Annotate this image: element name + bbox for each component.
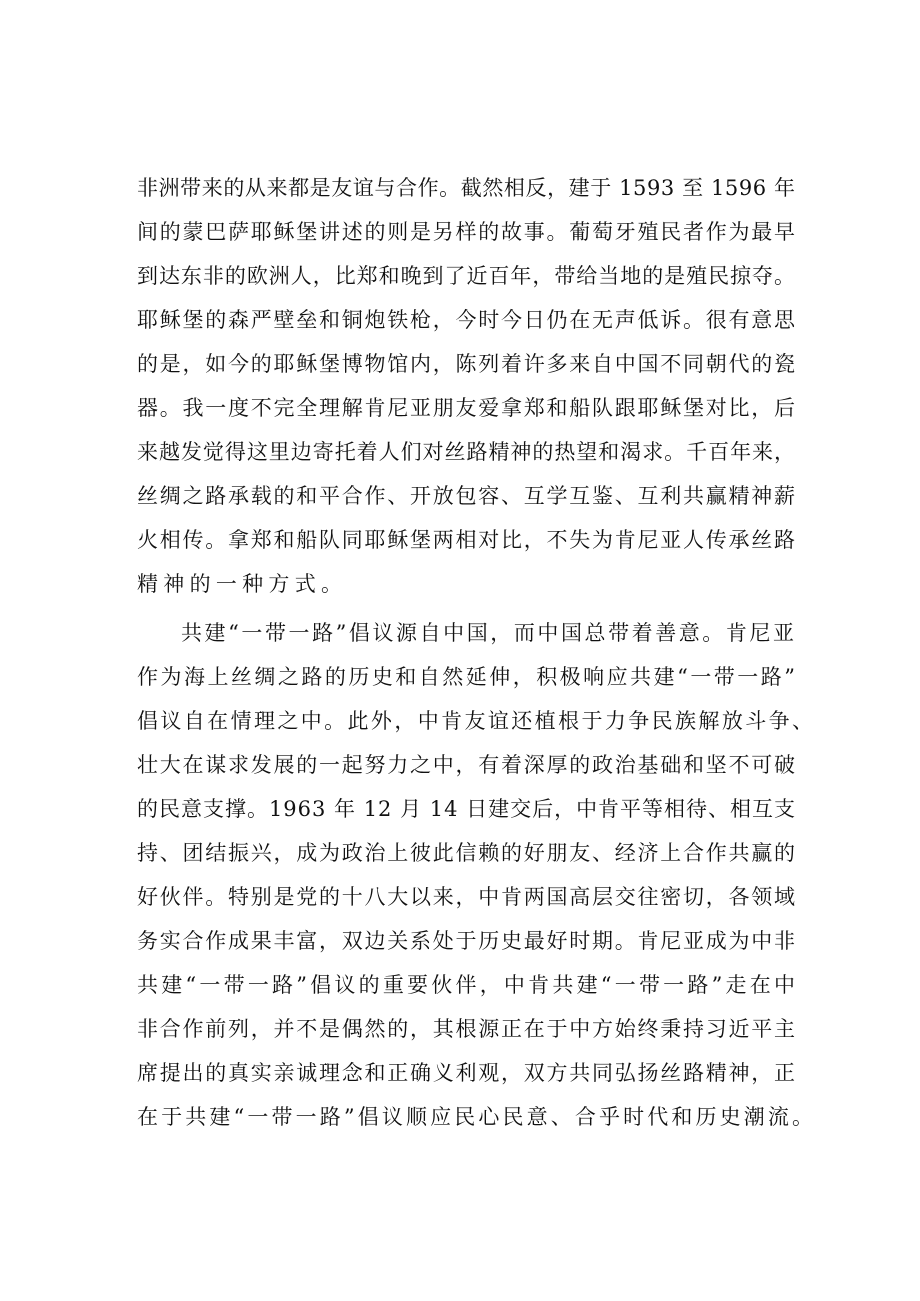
text-line: 的是，如今的耶稣堡博物馆内，陈列着许多来自中国不同朝代的瓷: [137, 352, 797, 376]
text-line: 共建“一带一路”倡议的重要伙伴，中肯共建“一带一路”走在中: [137, 973, 799, 997]
text-line: 席提出的真实亲诚理念和正确义利观，双方共同弘扬丝路精神，正: [137, 1061, 797, 1085]
text-line: 到达东非的欧洲人，比郑和晚到了近百年，带给当地的是殖民掠夺。: [137, 264, 796, 288]
text-line: 来越发觉得这里边寄托着人们对丝路精神的热望和渴求。千百年来，: [137, 440, 796, 464]
text-line: 作为海上丝绸之路的历史和自然延伸，积极响应共建“一带一路”: [137, 665, 798, 689]
text-line: 的民意支撑。1963 年 12 月 14 日建交后，中肯平等相待、相互支: [137, 797, 796, 821]
text-line: 火相传。拿郑和船队同耶稣堡两相对比，不失为肯尼亚人传承丝路: [137, 528, 797, 552]
text-line: 非合作前列，并不是偶然的，其根源正在于中方始终秉持习近平主: [137, 1017, 797, 1041]
text-line: 间的蒙巴萨耶稣堡讲述的则是另样的故事。葡萄牙殖民者作为最早: [137, 220, 797, 244]
text-line: 精神的一种方式。: [137, 572, 348, 596]
text-line: 倡议自在情理之中。此外，中肯友谊还植根于力争民族解放斗争、: [137, 709, 816, 733]
text-line: 共建“一带一路”倡议源自中国，而中国总带着善意。肯尼亚: [181, 621, 797, 645]
text-line: 壮大在谋求发展的一起努力之中，有着深厚的政治基础和坚不可破: [137, 753, 797, 777]
text-line: 好伙伴。特别是党的十八大以来，中肯两国高层交往密切，各领域: [137, 885, 797, 909]
text-line: 丝绸之路承载的和平合作、开放包容、互学互鉴、互利共赢精神薪: [137, 484, 797, 508]
text-line: 耶稣堡的森严壁垒和铜炮铁枪，今时今日仍在无声低诉。很有意思: [137, 308, 797, 332]
text-line: 非洲带来的从来都是友谊与合作。截然相反，建于 1593 至 1596 年: [137, 176, 796, 200]
text-line: 在于共建“一带一路”倡议顺应民心民意、合乎时代和历史潮流。: [137, 1105, 817, 1129]
text-line: 务实合作成果丰富，双边关系处于历史最好时期。肯尼亚成为中非: [137, 929, 797, 953]
text-line: 持、团结振兴，成为政治上彼此信赖的好朋友、经济上合作共赢的: [137, 841, 797, 865]
text-line: 器。我一度不完全理解肯尼亚朋友爱拿郑和船队跟耶稣堡对比，后: [137, 396, 797, 420]
